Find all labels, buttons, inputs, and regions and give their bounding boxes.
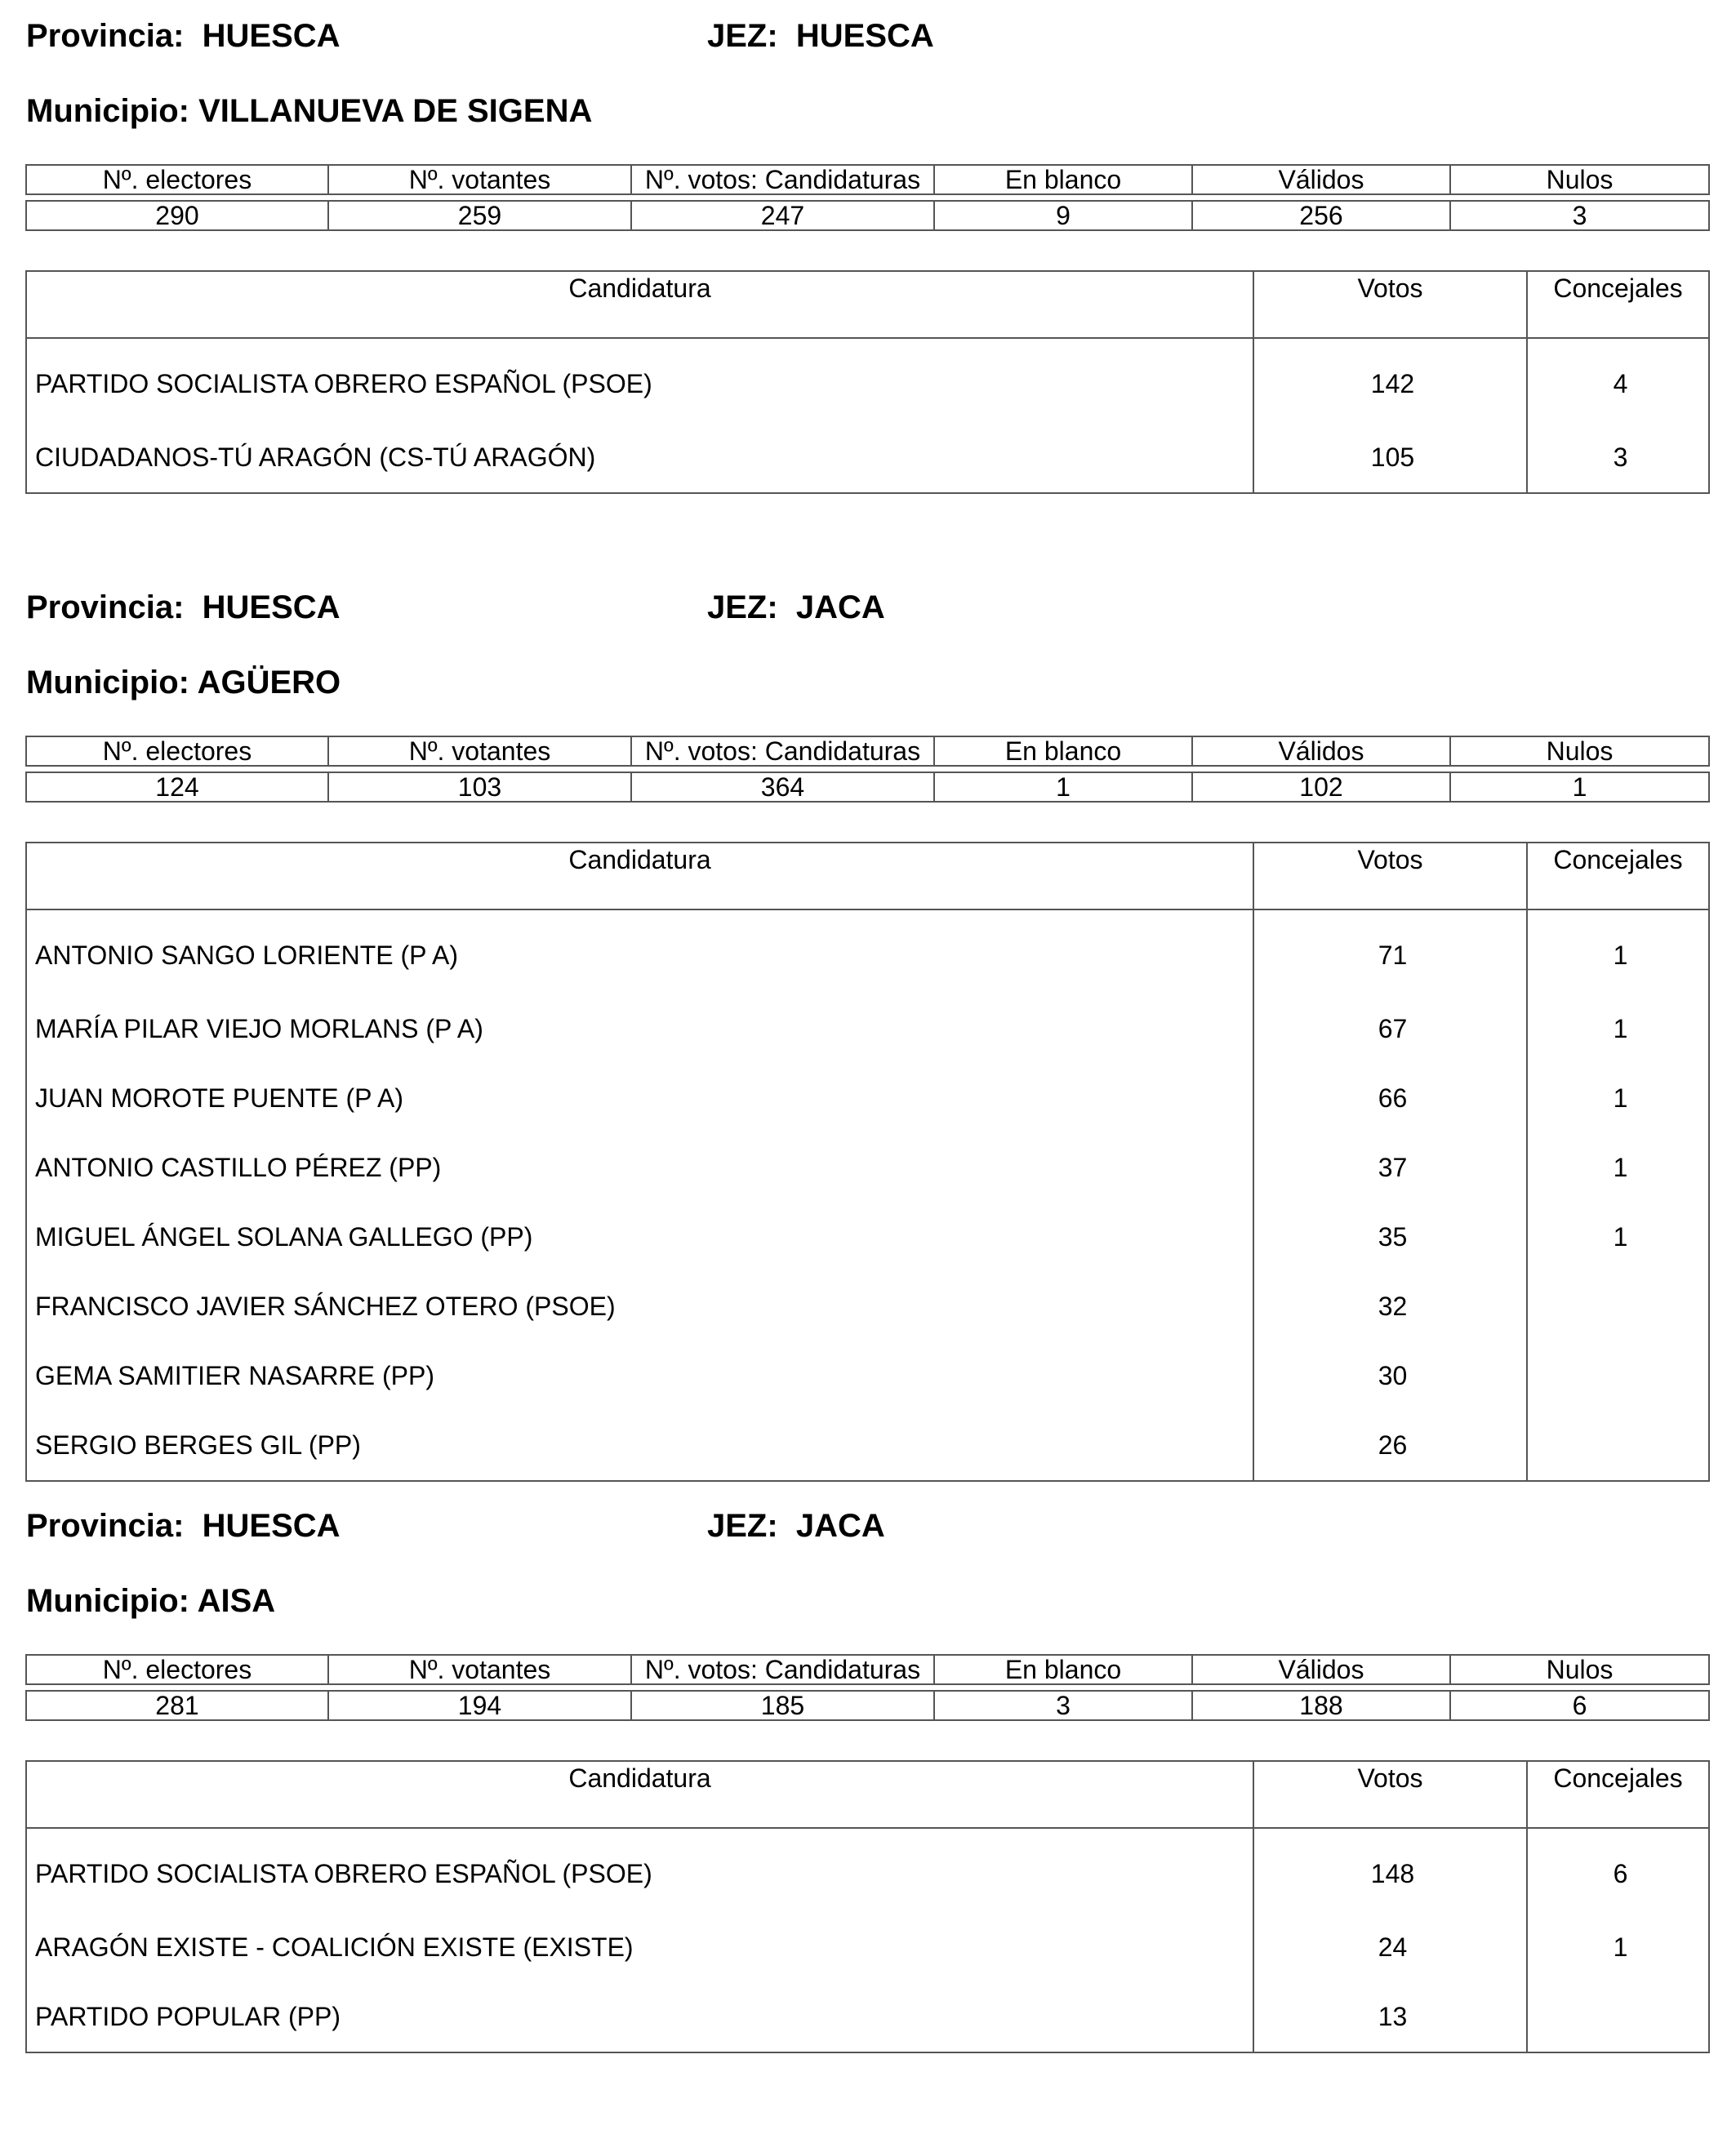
summary-header-cell: Nº. votos: Candidaturas (631, 736, 934, 766)
jez-line (707, 1506, 885, 1545)
candidate-concejales: 1 (1527, 1064, 1709, 1133)
summary-values-row (26, 1691, 1709, 1720)
summary-header-cell: Nulos (1450, 165, 1709, 194)
summary-gap (26, 194, 1709, 201)
candidate-row (26, 1133, 1709, 1203)
summary-header-cell: Nº. votantes (328, 1655, 631, 1684)
provincia-value: HUESCA (202, 589, 341, 625)
candidate-concejales (1527, 1982, 1709, 2052)
summary-value-cell: 290 (26, 201, 328, 230)
candidate-votos: 142 (1253, 338, 1527, 423)
candidates-header-cell: Concejales (1527, 1761, 1709, 1828)
candidates-header-cell: Concejales (1527, 271, 1709, 338)
candidate-row (26, 423, 1709, 493)
candidate-row (26, 1203, 1709, 1272)
jez-label: JEZ: (707, 18, 796, 54)
summary-table (25, 1654, 1710, 1721)
candidate-name: MARÍA PILAR VIEJO MORLANS (P A) (26, 994, 1253, 1064)
summary-header-cell: Válidos (1192, 736, 1450, 766)
spacer (26, 1684, 1709, 1691)
summary-value-cell: 1 (1450, 772, 1709, 802)
candidate-concejales: 4 (1527, 338, 1709, 423)
candidate-row (26, 994, 1709, 1064)
provincia-value: HUESCA (202, 1508, 341, 1544)
candidate-votos: 71 (1253, 909, 1527, 994)
jez-label: JEZ: (707, 589, 796, 625)
candidate-concejales: 1 (1527, 909, 1709, 994)
summary-value-cell: 194 (328, 1691, 631, 1720)
municipio-label: Municipio: (26, 93, 199, 129)
provincia-label: Provincia: (26, 1508, 203, 1544)
candidate-name: ANTONIO SANGO LORIENTE (P A) (26, 909, 1253, 994)
candidates-header-cell: Concejales (1527, 843, 1709, 909)
jez-line (707, 16, 934, 56)
summary-header-cell: Válidos (1192, 165, 1450, 194)
summary-header-row (26, 165, 1709, 194)
summary-value-cell: 6 (1450, 1691, 1709, 1720)
summary-value-cell: 247 (631, 201, 934, 230)
summary-value-cell: 256 (1192, 201, 1450, 230)
summary-value-cell: 185 (631, 1691, 934, 1720)
candidate-row (26, 1913, 1709, 1982)
summary-value-cell: 3 (1450, 201, 1709, 230)
summary-value-cell: 259 (328, 201, 631, 230)
summary-value-cell: 281 (26, 1691, 328, 1720)
candidates-header-row (26, 271, 1709, 338)
provincia-label: Provincia: (26, 589, 203, 625)
summary-header-cell: En blanco (934, 1655, 1192, 1684)
candidate-votos: 148 (1253, 1828, 1527, 1913)
summary-header-cell: Nº. electores (26, 1655, 328, 1684)
candidate-row (26, 1341, 1709, 1411)
summary-header-cell: En blanco (934, 165, 1192, 194)
candidate-name: GEMA SAMITIER NASARRE (PP) (26, 1341, 1253, 1411)
summary-value-cell: 102 (1192, 772, 1450, 802)
provincia-line (26, 1506, 341, 1545)
summary-header-cell: Nulos (1450, 736, 1709, 766)
candidates-table (25, 1760, 1710, 2053)
candidate-votos: 67 (1253, 994, 1527, 1064)
summary-value-cell: 124 (26, 772, 328, 802)
candidate-name: PARTIDO POPULAR (PP) (26, 1982, 1253, 2052)
summary-header-cell: Nº. votos: Candidaturas (631, 165, 934, 194)
candidate-votos: 37 (1253, 1133, 1527, 1203)
summary-header-row (26, 1655, 1709, 1684)
summary-header-cell: Válidos (1192, 1655, 1450, 1684)
candidate-row (26, 1064, 1709, 1133)
candidates-table (25, 842, 1710, 1482)
candidate-name: PARTIDO SOCIALISTA OBRERO ESPAÑOL (PSOE) (26, 1828, 1253, 1913)
spacer (26, 766, 1709, 772)
provincia-line (26, 588, 341, 627)
summary-value-cell: 1 (934, 772, 1192, 802)
summary-header-cell: Nº. electores (26, 736, 328, 766)
summary-value-cell: 103 (328, 772, 631, 802)
candidate-concejales: 1 (1527, 1203, 1709, 1272)
municipio-line (26, 663, 341, 702)
candidates-header-cell: Votos (1253, 271, 1527, 338)
candidate-name: FRANCISCO JAVIER SÁNCHEZ OTERO (PSOE) (26, 1272, 1253, 1341)
provincia-value: HUESCA (202, 18, 341, 54)
candidate-name: PARTIDO SOCIALISTA OBRERO ESPAÑOL (PSOE) (26, 338, 1253, 423)
candidate-votos: 24 (1253, 1913, 1527, 1982)
summary-table (25, 736, 1710, 803)
provincia-label: Provincia: (26, 18, 203, 54)
summary-value-cell: 364 (631, 772, 934, 802)
candidate-votos: 26 (1253, 1411, 1527, 1481)
jez-label: JEZ: (707, 1508, 796, 1544)
candidate-name: ANTONIO CASTILLO PÉREZ (PP) (26, 1133, 1253, 1203)
candidates-header-cell: Candidatura (26, 843, 1253, 909)
summary-header-cell: Nulos (1450, 1655, 1709, 1684)
jez-value: JACA (795, 1508, 885, 1544)
candidate-votos: 13 (1253, 1982, 1527, 2052)
candidate-concejales: 3 (1527, 423, 1709, 493)
candidate-row (26, 1828, 1709, 1913)
summary-header-cell: En blanco (934, 736, 1192, 766)
candidates-header-cell: Votos (1253, 1761, 1527, 1828)
candidate-name: ARAGÓN EXISTE - COALICIÓN EXISTE (EXISTE) (26, 1913, 1253, 1982)
candidate-concejales (1527, 1411, 1709, 1481)
candidates-header-cell: Votos (1253, 843, 1527, 909)
candidate-row (26, 909, 1709, 994)
candidate-concejales: 6 (1527, 1828, 1709, 1913)
candidates-table (25, 270, 1710, 494)
candidate-concejales (1527, 1272, 1709, 1341)
summary-header-cell: Nº. votantes (328, 736, 631, 766)
candidate-row (26, 1411, 1709, 1481)
candidates-header-row (26, 843, 1709, 909)
summary-table (25, 164, 1710, 231)
candidates-header-cell: Candidatura (26, 1761, 1253, 1828)
jez-value: JACA (795, 589, 885, 625)
summary-header-cell: Nº. votos: Candidaturas (631, 1655, 934, 1684)
candidate-row (26, 1982, 1709, 2052)
municipio-value: AISA (197, 1583, 276, 1619)
summary-values-row (26, 201, 1709, 230)
candidate-votos: 66 (1253, 1064, 1527, 1133)
candidate-votos: 30 (1253, 1341, 1527, 1411)
candidates-header-row (26, 1761, 1709, 1828)
summary-gap (26, 1684, 1709, 1691)
summary-value-cell: 3 (934, 1691, 1192, 1720)
summary-value-cell: 188 (1192, 1691, 1450, 1720)
jez-value: HUESCA (795, 18, 934, 54)
summary-values-row (26, 772, 1709, 802)
candidate-votos: 105 (1253, 423, 1527, 493)
municipio-line (26, 1581, 275, 1621)
candidate-name: CIUDADANOS-TÚ ARAGÓN (CS-TÚ ARAGÓN) (26, 423, 1253, 493)
jez-line (707, 588, 885, 627)
summary-value-cell: 9 (934, 201, 1192, 230)
municipio-value: AGÜERO (197, 665, 341, 700)
candidate-row (26, 338, 1709, 423)
candidate-votos: 35 (1253, 1203, 1527, 1272)
spacer (26, 194, 1709, 201)
candidate-concejales (1527, 1341, 1709, 1411)
summary-gap (26, 766, 1709, 772)
summary-header-cell: Nº. electores (26, 165, 328, 194)
candidate-concejales: 1 (1527, 994, 1709, 1064)
candidate-name: JUAN MOROTE PUENTE (P A) (26, 1064, 1253, 1133)
summary-header-cell: Nº. votantes (328, 165, 631, 194)
candidate-votos: 32 (1253, 1272, 1527, 1341)
municipio-label: Municipio: (26, 665, 198, 700)
summary-header-row (26, 736, 1709, 766)
provincia-line (26, 16, 341, 56)
municipio-label: Municipio: (26, 1583, 198, 1619)
candidates-header-cell: Candidatura (26, 271, 1253, 338)
candidate-name: MIGUEL ÁNGEL SOLANA GALLEGO (PP) (26, 1203, 1253, 1272)
municipio-line (26, 91, 592, 131)
candidate-name: SERGIO BERGES GIL (PP) (26, 1411, 1253, 1481)
candidate-concejales: 1 (1527, 1133, 1709, 1203)
candidate-concejales: 1 (1527, 1913, 1709, 1982)
candidate-row (26, 1272, 1709, 1341)
municipio-value: VILLANUEVA DE SIGENA (198, 93, 593, 129)
